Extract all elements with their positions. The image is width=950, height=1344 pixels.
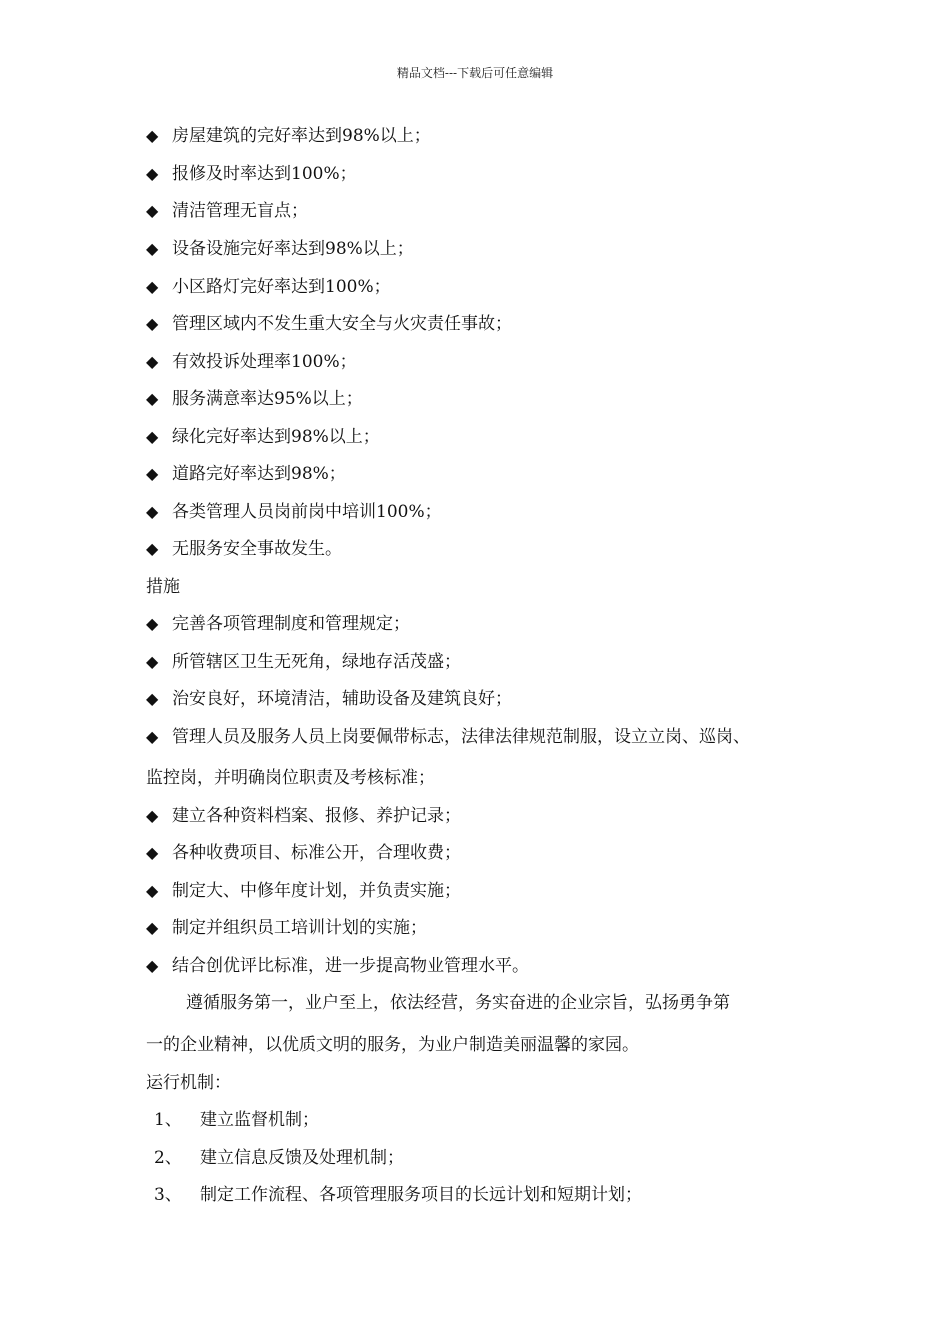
goal-item: ◆ 道路完好率达到98%； <box>146 464 346 484</box>
measure-item: ◆ 结合创优评比标准，进一步提高物业管理水平。 <box>146 956 529 976</box>
diamond-bullet-icon: ◆ <box>146 881 159 900</box>
measure-item: ◆ 建立各种资料档案、报修、养护记录； <box>146 806 461 826</box>
diamond-bullet-icon: ◆ <box>146 277 159 296</box>
diamond-bullet-icon: ◆ <box>146 614 159 633</box>
diamond-bullet-icon: ◆ <box>146 652 159 671</box>
mechanism-item: 3、 制定工作流程、各项管理服务项目的长远计划和短期计划； <box>146 1183 642 1207</box>
diamond-bullet-icon: ◆ <box>146 427 159 446</box>
diamond-bullet-icon: ◆ <box>146 352 159 371</box>
item-number: 3、 <box>154 1185 182 1205</box>
item-number: 2、 <box>154 1148 182 1168</box>
goal-item: ◆ 小区路灯完好率达到100%； <box>146 277 391 297</box>
diamond-bullet-icon: ◆ <box>146 164 159 183</box>
measures-heading: 措施 <box>146 577 180 597</box>
mission-paragraph-line-2: 一的企业精神，以优质文明的服务，为业户制造美丽温馨的家园。 <box>146 1035 639 1055</box>
diamond-bullet-icon: ◆ <box>146 843 159 862</box>
goal-item: ◆ 管理区域内不发生重大安全与火灾责任事故； <box>146 314 512 334</box>
goal-item: ◆ 绿化完好率达到98%以上； <box>146 427 380 447</box>
measure-item: ◆ 所管辖区卫生无死角，绿地存活茂盛； <box>146 652 461 672</box>
measure-item: ◆ 制定大、中修年度计划，并负责实施； <box>146 881 461 901</box>
diamond-bullet-icon: ◆ <box>146 806 159 825</box>
goal-item: ◆ 有效投诉处理率100%； <box>146 352 357 372</box>
measure-item: ◆ 管理人员及服务人员上岗要佩带标志，法律法律规范制服，设立立岗、巡岗、 <box>146 727 750 747</box>
mission-paragraph-line-1: 遵循服务第一，业户至上，依法经营，务实奋进的企业宗旨，弘扬勇争第 <box>186 993 730 1013</box>
measure-item: ◆ 治安良好，环境清洁，辅助设备及建筑良好； <box>146 689 512 709</box>
diamond-bullet-icon: ◆ <box>146 918 159 937</box>
goal-item: ◆ 房屋建筑的完好率达到98%以上； <box>146 126 431 146</box>
measure-item: ◆ 各种收费项目、标准公开，合理收费； <box>146 843 461 863</box>
diamond-bullet-icon: ◆ <box>146 464 159 483</box>
mechanism-item: 2、 建立信息反馈及处理机制； <box>146 1146 404 1170</box>
goal-item: ◆ 无服务安全事故发生。 <box>146 539 342 559</box>
measure-item-continuation: 监控岗，并明确岗位职责及考核标准； <box>146 768 435 788</box>
goal-item: ◆ 各类管理人员岗前岗中培训100%； <box>146 502 442 522</box>
diamond-bullet-icon: ◆ <box>146 502 159 521</box>
mechanism-heading: 运行机制： <box>146 1073 231 1093</box>
diamond-bullet-icon: ◆ <box>146 201 159 220</box>
goal-item: ◆ 报修及时率达到100%； <box>146 164 357 184</box>
measure-item: ◆ 完善各项管理制度和管理规定； <box>146 614 410 634</box>
diamond-bullet-icon: ◆ <box>146 126 159 145</box>
page-header: 精品文档---下载后可任意编辑 <box>396 66 554 80</box>
goal-item: ◆ 清洁管理无盲点； <box>146 201 308 221</box>
diamond-bullet-icon: ◆ <box>146 314 159 333</box>
goal-item: ◆ 设备设施完好率达到98%以上； <box>146 239 414 259</box>
measure-item: ◆ 制定并组织员工培训计划的实施； <box>146 918 427 938</box>
diamond-bullet-icon: ◆ <box>146 539 159 558</box>
diamond-bullet-icon: ◆ <box>146 389 159 408</box>
mechanism-item: 1、 建立监督机制； <box>146 1108 319 1132</box>
goal-item: ◆ 服务满意率达95%以上； <box>146 389 363 409</box>
item-number: 1、 <box>154 1110 182 1130</box>
diamond-bullet-icon: ◆ <box>146 689 159 708</box>
diamond-bullet-icon: ◆ <box>146 727 159 746</box>
diamond-bullet-icon: ◆ <box>146 956 159 975</box>
diamond-bullet-icon: ◆ <box>146 239 159 258</box>
